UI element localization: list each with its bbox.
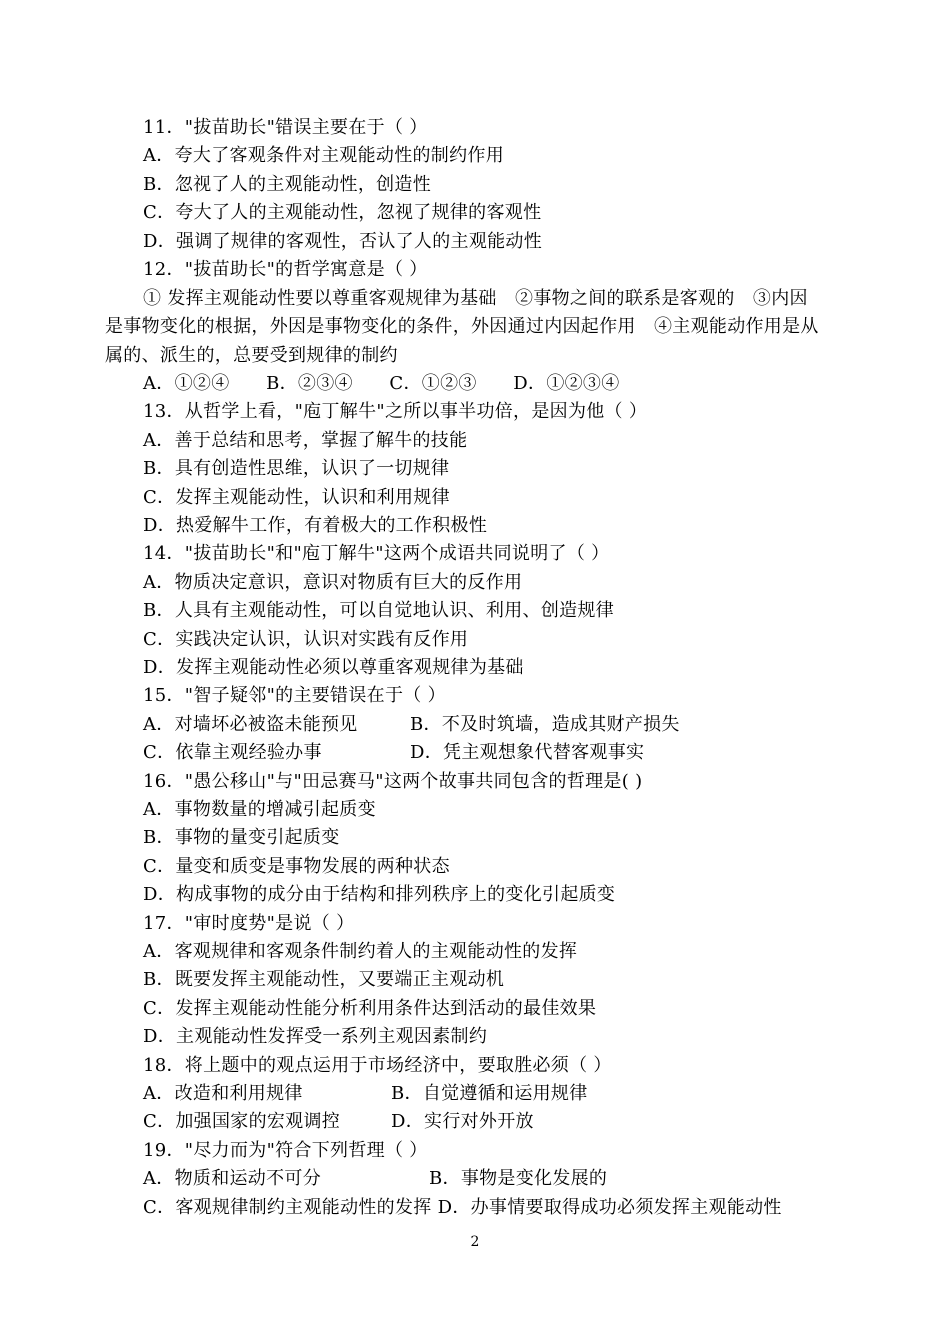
question-17-stem: 17．"审时度势"是说（ ） (143, 913, 355, 934)
question-19-option-cd: C．客观规律制约主观能动性的发挥 D．办事情要取得成功必须发挥主观能动性 (143, 1197, 782, 1218)
question-18-option-d: D．实行对外开放 (391, 1111, 534, 1132)
question-18-stem: 18．将上题中的观点运用于市场经济中，要取胜必须（ ） (143, 1055, 612, 1076)
question-14-option-c: C．实践决定认识，认识对实践有反作用 (143, 629, 469, 650)
question-11-option-d: D．强调了规律的客观性，否认了人的主观能动性 (143, 231, 543, 252)
question-11-option-a: A．夸大了客观条件对主观能动性的制约作用 (143, 145, 504, 166)
question-11-option-b: B．忽视了人的主观能动性，创造性 (143, 174, 432, 195)
question-15-option-c: C．依靠主观经验办事 (143, 742, 322, 763)
question-11-stem: 11．"拔苗助长"错误主要在于（ ） (143, 117, 428, 138)
question-13-option-b: B．具有创造性思维，认识了一切规律 (143, 458, 450, 479)
question-14-stem: 14．"拔苗助长"和"庖丁解牛"这两个成语共同说明了（ ） (143, 543, 610, 564)
question-17-option-b: B．既要发挥主观能动性，又要端正主观动机 (143, 969, 505, 990)
question-17-option-c: C．发挥主观能动性能分析利用条件达到活动的最佳效果 (143, 998, 597, 1019)
question-15-option-b: B．不及时筑墙，造成其财产损失 (410, 714, 680, 735)
question-13-option-d: D．热爱解牛工作，有着极大的工作积极性 (143, 515, 488, 536)
question-12-body-line-2: 是事物变化的根据，外因是事物变化的条件，外因通过内因起作用 ④主观能动作用是从 (105, 316, 819, 337)
question-16-stem: 16．"愚公移山"与"田忌赛马"这两个故事共同包含的哲理是( ) (143, 771, 643, 792)
question-16-option-b: B．事物的量变引起质变 (143, 827, 340, 848)
question-14-option-a: A．物质决定意识，意识对物质有巨大的反作用 (143, 572, 523, 593)
question-12-stem: 12．"拔苗助长"的哲学寓意是（ ） (143, 259, 428, 280)
question-15-option-d: D．凭主观想象代替客观事实 (410, 742, 645, 763)
question-18-option-b: B．自觉遵循和运用规律 (391, 1083, 588, 1104)
page-number: 2 (470, 1234, 480, 1250)
question-14-option-b: B．人具有主观能动性，可以自觉地认识、利用、创造规律 (143, 600, 615, 621)
question-18-option-c: C．加强国家的宏观调控 (143, 1111, 341, 1132)
question-11-option-c: C．夸大了人的主观能动性，忽视了规律的客观性 (143, 202, 542, 223)
question-12-body-line-1: ① 发挥主观能动性要以尊重客观规律为基础 ②事物之间的联系是客观的 ③内因 (143, 288, 808, 309)
question-19-option-b: B．事物是变化发展的 (429, 1168, 608, 1189)
question-15-option-a: A．对墙坏必被盗未能预见 (143, 714, 358, 735)
question-13-option-a: A．善于总结和思考，掌握了解牛的技能 (143, 430, 468, 451)
question-17-option-a: A．客观规律和客观条件制约着人的主观能动性的发挥 (143, 941, 578, 962)
question-17-option-d: D．主观能动性发挥受一系列主观因素制约 (143, 1026, 488, 1047)
question-14-option-d: D．发挥主观能动性必须以尊重客观规律为基础 (143, 657, 524, 678)
question-18-option-a: A．改造和利用规律 (143, 1083, 303, 1104)
question-12-options: A．①②④ B．②③④ C．①②③ D．①②③④ (143, 373, 620, 394)
question-16-option-a: A．事物数量的增减引起质变 (143, 799, 376, 820)
question-16-option-d: D．构成事物的成分由于结构和排列秩序上的变化引起质变 (143, 884, 616, 905)
question-19-option-a: A．物质和运动不可分 (143, 1168, 321, 1189)
question-15-stem: 15．"智子疑邻"的主要错误在于（ ） (143, 685, 446, 706)
question-16-option-c: C．量变和质变是事物发展的两种状态 (143, 856, 450, 877)
question-13-option-c: C．发挥主观能动性，认识和利用规律 (143, 487, 450, 508)
question-13-stem: 13．从哲学上看，"庖丁解牛"之所以事半功倍，是因为他（ ） (143, 401, 648, 422)
question-12-body-line-3: 属的、派生的，总要受到规律的制约 (105, 345, 398, 366)
question-19-stem: 19．"尽力而为"符合下列哲理（ ） (143, 1140, 428, 1161)
